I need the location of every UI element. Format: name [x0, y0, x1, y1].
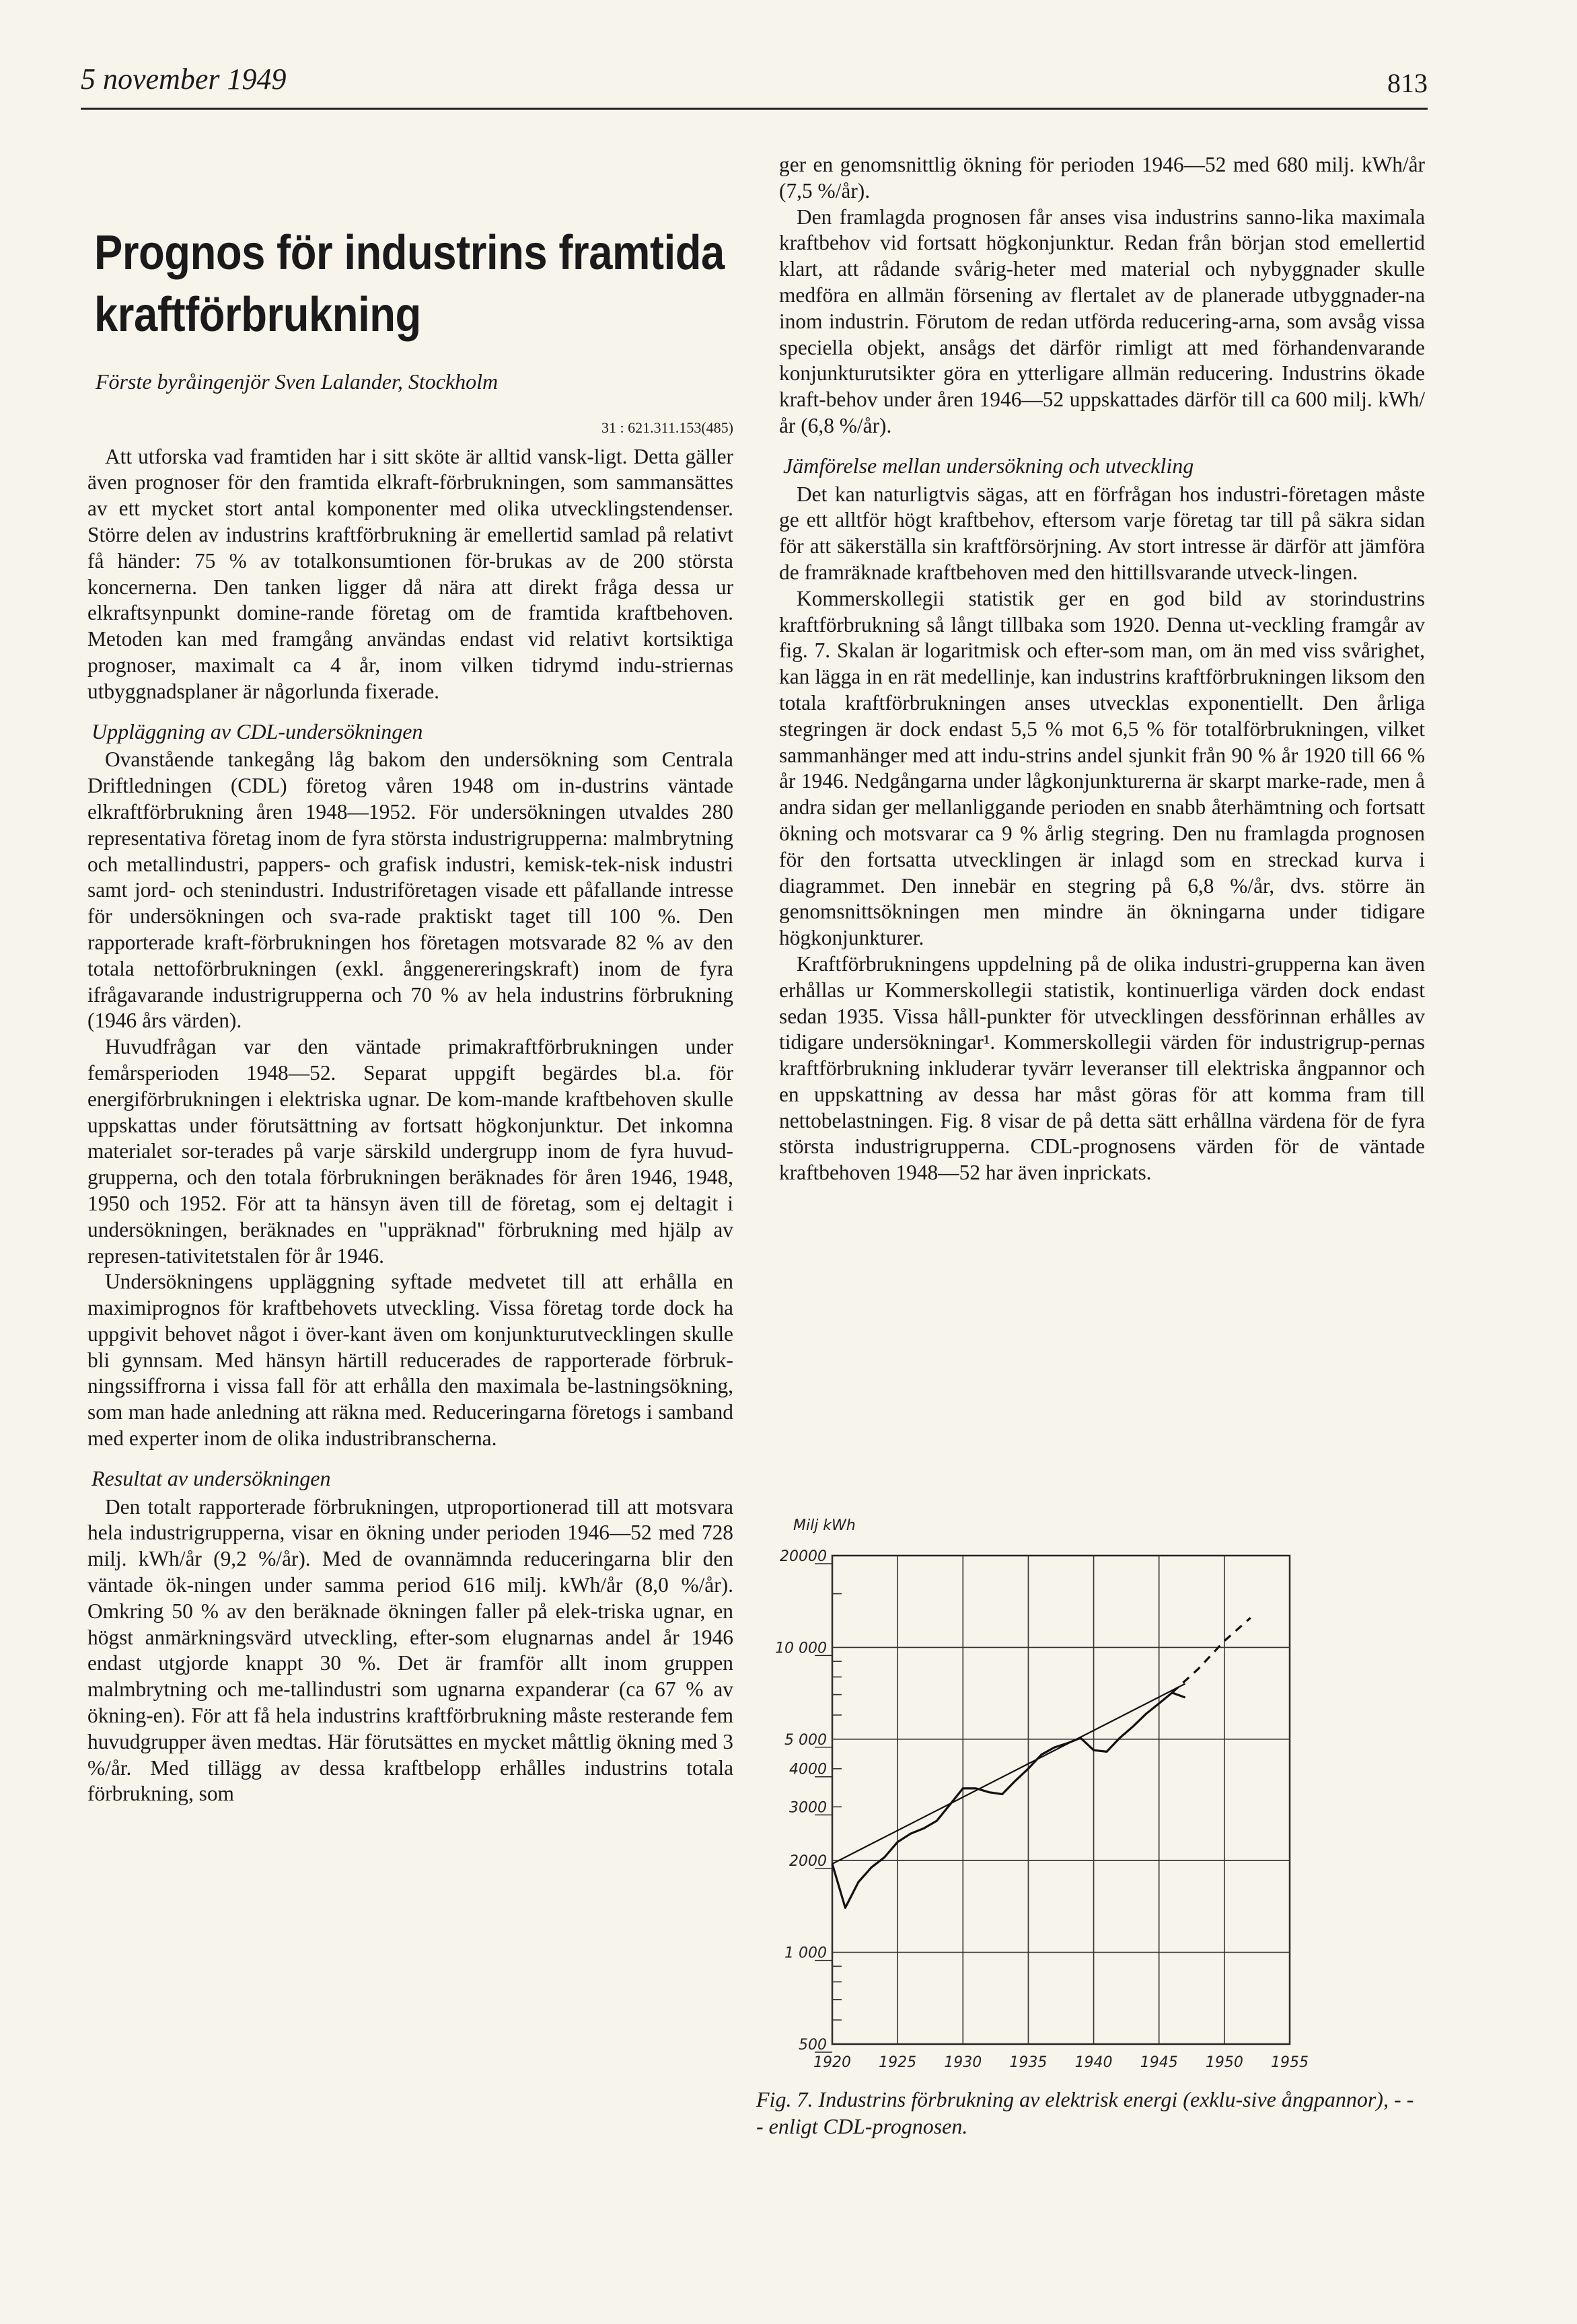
paragraph: Kraftförbrukningens uppdelning på de olika industri-grupperna kan även erhållas ur Kommerskollegii statistik, kontinuerliga värden dock endast sedan 1935. Vissa håll-punkter för utvecklingen dessförinnan erhålles av tidigare undersökningar¹. Kommerskollegii värden för industrigrup-pernas kraftförbrukning inkluderar tyvärr leveranser till elektriska ångpannor och en uppskattning av dessa har måst göras för att komma fram till nettobelastningen. Fig. 8 visar de på detta sätt erhållna värdena för de fyra största industrigrupperna. CDL-prognosens värden för de väntade kraftbehoven 1948—52 har även inprickats. [779, 951, 1425, 1185]
paragraph: Den totalt rapporterade förbrukningen, utproportionerad till att motsvara hela industrigrupperna, visar en ökning under perioden 1946—52 med 728 milj. kWh/år (9,2 %/år). Med de ovannämnda reduceringarna blir den väntade ök-ningen under samma period 616 milj. kWh/år (8,0 %/år). Omkring 50 % av den beräknade ökningen faller på elek-triska ugnar, en högst anmärkningsvärd utveckling, efter-som elugnarnas andel år 1946 endast utgjorde knappt 30 %. Det är framför allt inom gruppen malmbrytning och me-tallindustri som ugnarna expanderar (ca 67 % av ökning-en). För att få hela industrins kraftförbrukning måste resterande fem huvudgrupper även medtas. Här förutsättes en mycket måttlig ökning med 3 %/år. Med tillägg av dessa kraftbelopp erhålles industrins totala förbrukning, som [87, 1494, 733, 1806]
right-column [779, 152, 1425, 1186]
y-tick-label: 5 000 [784, 1731, 827, 1749]
y-axis-label: Milj kWh [793, 1517, 856, 1534]
x-tick-label: 1955 [1271, 2054, 1309, 2071]
paragraph: Den framlagda prognosen får anses visa industrins sanno-lika maximala kraftbehov vid fortsatt högkonjunktur. Redan från början stod emellertid klart, att rådande svårig-heter med material och nybyggnader skulle medföra en allmän försening av flertalet av de planerade utbyggnader-na inom industrin. Förutom de redan utförda reducering-arna, som avsåg vissa speciella objekt, ansågs det därför rimligt att med förhandenvarande konjunkturutsikter göra en ytterligare allmän reducering. Industrins ökade kraft-behov under åren 1946—52 uppskattades därför till ca 600 milj. kWh/år (6,8 %/år). [779, 205, 1425, 437]
page-number: 813 [1387, 68, 1428, 98]
series-line-actual [832, 1693, 1185, 1908]
x-tick-label: 1925 [879, 2054, 917, 2071]
x-tick-label: 1935 [1009, 2054, 1048, 2071]
y-tick-label: 2000 [789, 1853, 827, 1871]
section-heading-upplaggning: Uppläggning av CDL-undersökningen [91, 719, 423, 743]
left-column [87, 148, 733, 1807]
article-title [94, 222, 745, 346]
y-tick-label: 4000 [789, 1761, 827, 1778]
y-tick-label: 1 000 [784, 1945, 827, 1962]
x-tick-label: 1950 [1205, 2054, 1243, 2071]
paragraph: Det kan naturligtvis sägas, att en förfrågan hos industri-företagen måste ge ett alltför högt kraftbehov, eftersom varje företag tar till på säkra sidan för att säkerställa sin kraftförsörjning. Av stort intresse är därför att jämföra de framräknade kraftbehoven med den hittillsvarande utveck-lingen. [779, 482, 1425, 584]
plot-frame [832, 1556, 1290, 2044]
page-header-date: 5 november 1949 [81, 63, 287, 96]
x-tick-label: 1920 [813, 2054, 851, 2071]
series-line-trend [832, 1683, 1185, 1864]
title-line-1: Prognos för industrins framtida [94, 226, 725, 280]
y-tick-label: 3000 [789, 1799, 827, 1817]
x-tick-label: 1940 [1074, 2054, 1113, 2071]
paragraph: Ovanstående tankegång låg bakom den undersökning som Centrala Driftledningen (CDL) företog våren 1948 om in-dustrins väntade elkraftförbrukning åren 1948—1952. För undersökningen utvaldes 280 representativa företag inom de fyra största industrigrupperna: malmbrytning och metallindustri, pappers- och grafisk industri, kemisk-tek-nisk industri samt jord- och stenindustri. Industriföretagen visade ett påfallande intresse för undersökningen och sva-rade praktiskt taget till 100 %. Den rapporterade kraft-förbrukningen hos företagen motsvarade 82 % av den totala nettoförbrukningen (exkl. ånggenereringskraft) inom de fyra ifrågavarande industrigrupperna och 70 % av hela industrins förbrukning (1946 års värden). [87, 748, 733, 1033]
paragraph: Kommerskollegii statistik ger en god bild av storindustrins kraftförbrukning så långt tillbaka som 1920. Denna ut-veckling framgår av fig. 7. Skalan är logaritmisk och efter-som man, om än med viss svårighet, kan lägga in en rät medellinje, kan industrins kraftförbrukningen liksom den totala kraftförbrukningen anses utvecklas exponentiellt. Den årliga stegringen är dock endast 5,5 % mot 6,5 % för totalförbrukningen, vilket sammanhänger med att indu-strins andel sjunkit från 90 % år 1920 till 66 % år 1946. Nedgångarna under lågkonjunkturerna är skarpt marke-rade, men å andra sidan ger mellanliggande perioden en snabb återhämtning och fortsatt ökning och motsvarar ca 9 % årlig stegring. Den nu framlagda prognosen för den fortsatta utvecklingen är inlagd som en streckad kurva i diagrammet. Den innebär en stegring på 6,8 %/år, dvs. större än genomsnittsökningen men mindre än ökningarna under tidigare högkonjunkturer. [779, 586, 1425, 950]
series-line-cdl-prognos [1172, 1618, 1251, 1693]
x-tick-label: 1945 [1140, 2054, 1178, 2071]
paragraph: ger en genomsnittlig ökning för perioden 1946—52 med 680 milj. kWh/år (7,5 %/år). [779, 153, 1425, 203]
figure-7-chart [768, 1495, 1414, 2141]
section-heading-resultat: Resultat av undersökningen [91, 1465, 331, 1490]
section-heading-jamforelse: Jämförelse mellan undersökning och utveckling [783, 453, 1194, 478]
udc-code: 31 : 621.311.153(485) [601, 419, 733, 436]
intro-paragraph: Att utforska vad framtiden har i sitt sköte är alltid vansk-ligt. Detta gäller även prognoser för den framtida elkraft-förbrukningen, som sammansättes av ett mycket stort antal komponenter med olika utvecklingstendenser. Större delen av industrins kraftförbrukning är emellertid samlad på relativt få händer: 75 % av totalkonsumtionen för-brukas av de 200 största koncernerna. Den tanken ligger då nära att direkt fråga dessa ur elkraftsynpunkt domine-rande företag om de framtida kraftbehoven. Metoden kan med framgång användas endast vid relativt kortsiktiga prognoser, maximalt ca 4 år, inom vilken tidrymd indu-striernas utbyggnadsplaner är någorlunda fixerade. [87, 444, 733, 703]
header-rule [81, 108, 1428, 110]
y-tick-label: 20000 [780, 1548, 827, 1565]
paragraph: Huvudfrågan var den väntade primakraftförbrukningen under femårsperioden 1948—52. Separat uppgift begärdes bl.a. för energiförbrukningen i elektriska ugnar. De kom-mande kraftbehoven skulle uppskattas under förutsättning av fortsatt högkonjunktur. Det inkomna materialet sor-terades på varje särskild undergrupp inom de fyra huvud-grupperna, och den totala förbrukningen beräknades för åren 1946, 1948, 1950 och 1952. För att ta hänsyn även till de företag, som ej deltagit i undersökningen, beräknades en "uppräknad" förbrukning med hjälp av represen-tativitetstalen för år 1946. [87, 1035, 733, 1268]
figure-caption: Fig. 7. Industrins förbrukning av elektrisk energi (exklu-sive ångpannor), - - - enligt CDL-prognosen. [756, 2087, 1414, 2138]
title-line-2: kraftförbrukning [94, 288, 421, 342]
author-byline: Förste byråingenjör Sven Lalander, Stockholm [96, 369, 499, 394]
y-tick-label: 10 000 [775, 1640, 827, 1657]
paragraph: Undersökningens uppläggning syftade medvetet till att erhålla en maximiprognos för kraftbehovets utveckling. Vissa företag torde dock ha uppgivit behovet något i över-kant även om konjunkturutvecklingen skulle bli gynnsam. Med hänsyn härtill reducerades de rapporterade förbruk-ningssiffrorna i vissa fall för att erhålla den maximala be-lastningsökning, som man hade anledning att räkna med. Reduceringarna företogs i samband med experter inom de olika industribranscherna. [87, 1270, 733, 1451]
x-tick-label: 1930 [944, 2054, 982, 2071]
y-tick-label: 500 [799, 2037, 827, 2054]
